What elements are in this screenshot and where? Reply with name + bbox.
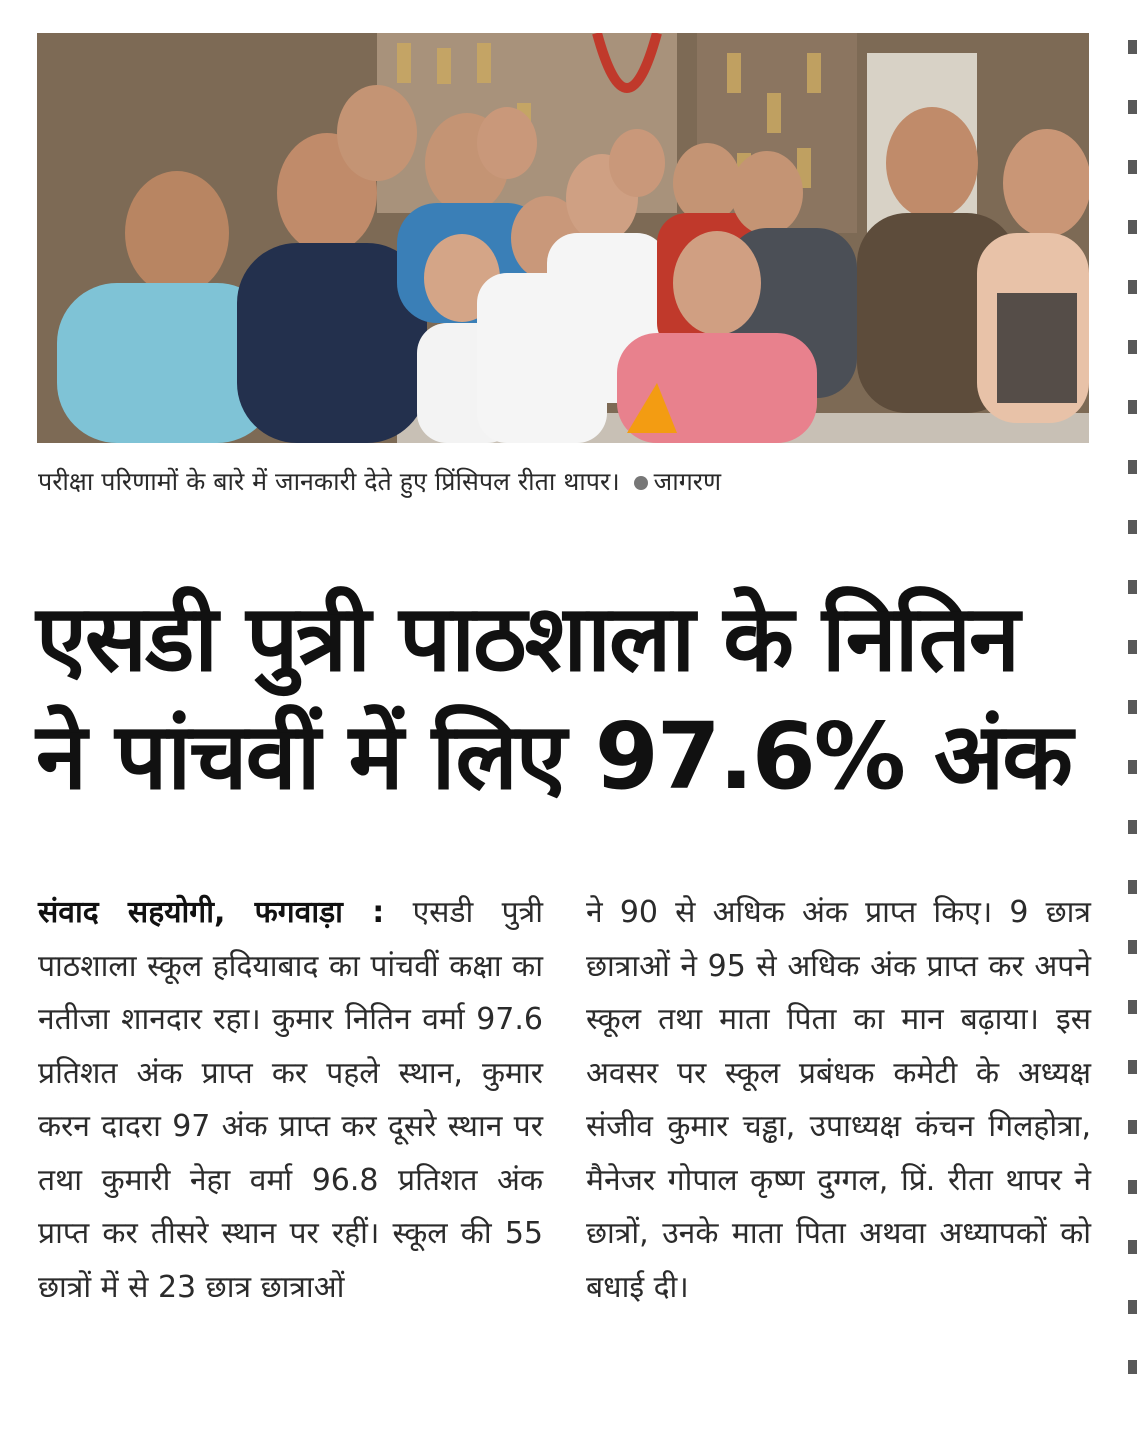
article-paragraph-2: ने 90 से अधिक अंक प्राप्त किए। 9 छात्र छात्राओं ने 95 से अधिक अंक प्राप्त कर अपने स्कूल तथा माता पिता का मान बढ़ाया। इस अवसर पर स्कूल प्रबंधक कमेटी के अध्यक्ष संजीव कुमार चड्ढा, उपाध्यक्ष कंचन गिलहोत्रा, मैनेजर गोपाल कृष्ण दुग्गल, प्रिं. रीता थापर ने छात्रों, उनके माता पिता अथवा अध्यापकों को बधाई दी। <box>586 895 1091 1305</box>
bullet-icon <box>634 476 648 490</box>
article-paragraph-1 <box>38 886 543 1314</box>
adjacent-column-edge <box>1128 40 1137 1420</box>
caption-credit: जागरण <box>653 467 722 496</box>
photo-caption <box>38 466 1098 498</box>
article-column-2 <box>586 886 1091 1314</box>
news-photo <box>37 33 1089 443</box>
article-column-1 <box>38 886 543 1314</box>
headline-line-2: ने पांचवीं में लिए 97.6% अंक <box>36 703 1071 810</box>
group-photo-image <box>37 33 1089 443</box>
article-text-col1: एसडी पुत्री पाठशाला स्कूल हदियाबाद का पांचवीं कक्षा का नतीजा शानदार रहा। कुमार नितिन वर्मा 97.6 प्रतिशत अंक प्राप्त कर पहले स्थान, कुमार करन दादरा 97 अंक प्राप्त कर दूसरे स्थान पर तथा कुमारी नेहा वर्मा 96.8 प्रतिशत अंक प्राप्त कर तीसरे स्थान पर रहीं। स्कूल की 55 छात्रों में से 23 छात्र छात्राओं <box>38 895 543 1305</box>
headline <box>36 580 1106 816</box>
caption-text: परीक्षा परिणामों के बारे में जानकारी देते हुए प्रिंसिपल रीता थापर। <box>38 467 620 496</box>
headline-line-1: एसडी पुत्री पाठशाला के नितिन <box>36 585 1019 692</box>
dateline: संवाद सहयोगी, फगवाड़ा : <box>38 895 385 930</box>
